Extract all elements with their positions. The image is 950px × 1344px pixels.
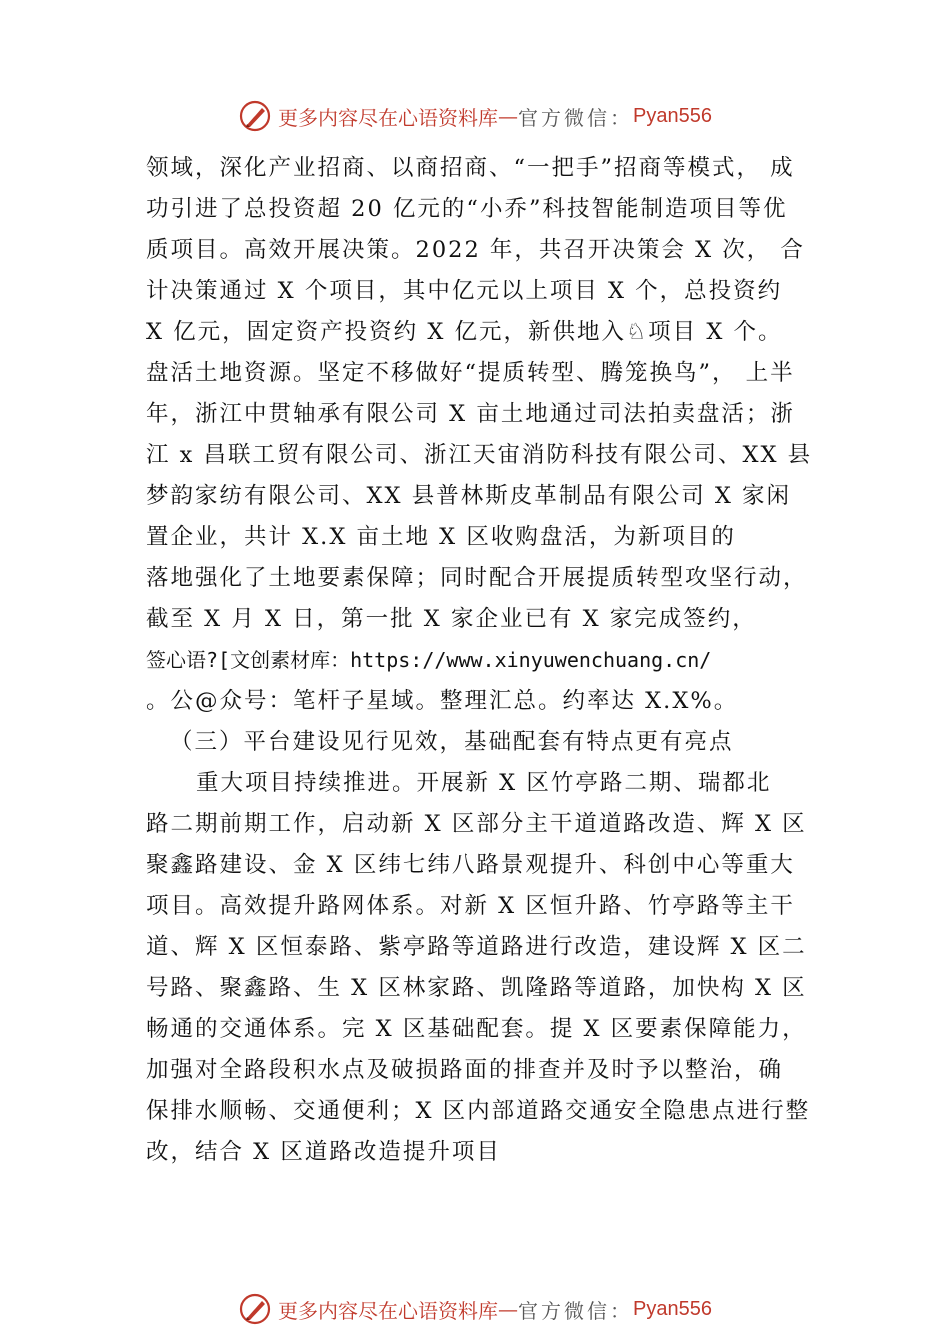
- pen-seal-logo-icon: [238, 1292, 272, 1326]
- text-line: X 亿元，固定资产投资约 X 亿元，新供地入♘项目 X 个。: [146, 319, 783, 345]
- text-line: 落地强化了土地要素保障；同时配合开展提质转型攻坚行动，: [146, 565, 808, 591]
- text-line: 计决策通过 X 个项目，其中亿元以上项目 X 个，总投资约: [146, 278, 783, 304]
- watermark-official-label: 官方微信：: [518, 1298, 634, 1323]
- text-line: 置企业，共计 X.X 亩土地 X 区收购盘活，为新项目的: [146, 524, 736, 550]
- section-heading: （三）平台建设见行见效，基础配套有特点更有亮点: [170, 729, 734, 755]
- text-line: 号路、聚鑫路、生 X 区林家路、凯隆路等道路，加快构 X 区: [146, 975, 807, 1001]
- text-line: 加强对全路段积水点及破损路面的排查并及时予以整治，确: [146, 1057, 784, 1083]
- text-line: 盘活土地资源。坚定不移做好“提质转型、腾笼换鸟”， 上半: [146, 360, 795, 386]
- text-line: 畅通的交通体系。完 X 区基础配套。提 X 区要素保障能力，: [146, 1016, 807, 1042]
- text-line: 道、辉 X 区恒泰路、紫亭路等道路进行改造，建设辉 X 区二: [146, 934, 807, 960]
- document-body: [146, 148, 826, 1173]
- text-line: 路二期前期工作，启动新 X 区部分主干道道路改造、辉 X 区: [146, 811, 807, 837]
- pen-seal-logo-icon: [238, 99, 272, 133]
- text-line: 重大项目持续推进。开展新 X 区竹亭路二期、瑞都北: [196, 770, 772, 796]
- text-line: 聚鑫路建设、金 X 区纬七纬八路景观提升、科创中心等重大: [146, 852, 795, 878]
- text-line: 项目。高效提升路网体系。对新 X 区恒升路、竹亭路等主干: [146, 893, 795, 919]
- text-line: 江 x 昌联工贸有限公司、浙江天宙消防科技有限公司、XX 县: [146, 442, 813, 468]
- text-line: 。公@众号：笔杆子星域。整理汇总。约率达 X.X%。: [146, 688, 739, 714]
- watermark-header: [0, 96, 950, 136]
- text-line: 梦韵家纺有限公司、XX 县普林斯皮革制品有限公司 X 家闲: [146, 483, 792, 509]
- watermark-brand: 更多内容尽在心语资料库: [278, 1298, 499, 1323]
- watermark-separator: —: [498, 104, 519, 128]
- watermark-account: Pyan556: [633, 104, 712, 127]
- text-line: 保排水顺畅、交通便利；X 区内部道路交通安全隐患点进行整: [146, 1098, 811, 1124]
- text-line: 质项目。高效开展决策。2022 年，共召开决策会 X 次， 合: [146, 237, 805, 263]
- watermark-brand: 更多内容尽在心语资料库: [278, 105, 499, 130]
- watermark-official-label: 官方微信：: [518, 105, 634, 130]
- text-line: 年，浙江中贯轴承有限公司 X 亩土地通过司法拍卖盘活；浙: [146, 401, 795, 427]
- text-line: 改，结合 X 区道路改造提升项目: [146, 1139, 501, 1165]
- text-line: 截至 X 月 X 日，第一批 X 家企业已有 X 家完成签约，: [146, 606, 757, 632]
- text-line: 签心语?[文创素材库：https://www.xinyuwenchuang.cn/: [146, 648, 712, 672]
- text-line: 功引进了总投资超 20 亿元的“小乔”科技智能制造项目等优: [146, 196, 788, 222]
- watermark-separator: —: [498, 1297, 519, 1321]
- watermark-footer: [0, 1289, 950, 1329]
- watermark-account: Pyan556: [633, 1297, 712, 1320]
- text-line: 领域，深化产业招商、以商招商、“一把手”招商等模式， 成: [146, 155, 795, 181]
